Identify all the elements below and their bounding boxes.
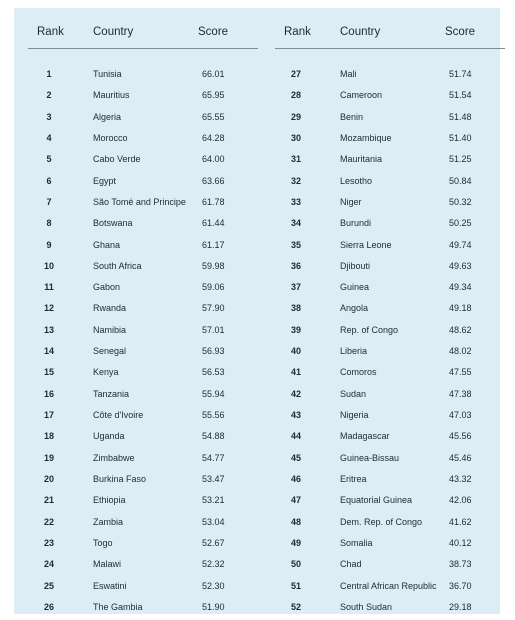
table-body-left bbox=[28, 66, 258, 620]
rank-cell: 40 bbox=[290, 346, 301, 357]
country-cell: Guinea bbox=[340, 282, 370, 293]
table-row bbox=[275, 258, 505, 279]
table-row bbox=[275, 66, 505, 87]
country-cell: Sierra Leone bbox=[340, 239, 392, 250]
score-cell: 65.55 bbox=[202, 111, 225, 122]
score-cell: 38.73 bbox=[449, 559, 472, 570]
rank-cell: 30 bbox=[290, 132, 301, 143]
country-cell: Kenya bbox=[93, 367, 119, 378]
table-row bbox=[28, 599, 258, 620]
table-row bbox=[28, 130, 258, 151]
score-cell: 41.62 bbox=[449, 516, 472, 527]
country-cell: Malawi bbox=[93, 559, 122, 570]
country-cell: Angola bbox=[340, 303, 369, 314]
rank-cell: 14 bbox=[43, 346, 54, 357]
country-cell: Zambia bbox=[93, 516, 124, 527]
table-row bbox=[275, 87, 505, 108]
score-cell: 61.44 bbox=[202, 218, 225, 229]
rank-cell: 5 bbox=[46, 154, 52, 165]
score-cell: 56.53 bbox=[202, 367, 225, 378]
rank-cell: 32 bbox=[290, 175, 301, 186]
table-row bbox=[28, 194, 258, 215]
rank-cell: 2 bbox=[46, 90, 52, 101]
score-cell: 40.12 bbox=[449, 537, 472, 548]
score-cell: 64.28 bbox=[202, 132, 225, 143]
rank-cell: 36 bbox=[290, 260, 301, 271]
score-cell: 51.25 bbox=[449, 154, 472, 165]
score-cell: 53.21 bbox=[202, 495, 225, 506]
table-row bbox=[275, 130, 505, 151]
score-cell: 50.84 bbox=[449, 175, 472, 186]
header-country: Country bbox=[93, 26, 134, 38]
country-cell: Tanzania bbox=[93, 388, 130, 399]
rank-cell: 47 bbox=[290, 495, 301, 506]
rank-cell: 35 bbox=[290, 239, 301, 250]
country-cell: Central African Republic bbox=[340, 580, 437, 591]
table-row bbox=[275, 535, 505, 556]
score-cell: 29.18 bbox=[449, 601, 472, 612]
country-cell: Somalia bbox=[340, 537, 373, 548]
table-row bbox=[28, 450, 258, 471]
rank-cell: 34 bbox=[290, 218, 301, 229]
country-cell: Eswatini bbox=[93, 580, 127, 591]
score-cell: 52.30 bbox=[202, 580, 225, 591]
score-cell: 45.56 bbox=[449, 431, 472, 442]
header-score: Score bbox=[198, 26, 229, 38]
rank-cell: 50 bbox=[290, 559, 301, 570]
table-row bbox=[28, 471, 258, 492]
country-cell: Dem. Rep. of Congo bbox=[340, 516, 423, 527]
country-cell: Sudan bbox=[340, 388, 367, 399]
score-cell: 54.77 bbox=[202, 452, 225, 463]
country-cell: Comoros bbox=[340, 367, 377, 378]
country-cell: Uganda bbox=[93, 431, 125, 442]
country-cell: Tunisia bbox=[93, 69, 122, 79]
table-row bbox=[28, 322, 258, 343]
table-row bbox=[28, 300, 258, 321]
table-row bbox=[28, 237, 258, 258]
score-cell: 53.04 bbox=[202, 516, 225, 527]
country-cell: Zimbabwe bbox=[93, 452, 135, 463]
rank-cell: 16 bbox=[43, 388, 54, 399]
table-row bbox=[28, 556, 258, 577]
score-cell: 51.74 bbox=[449, 69, 472, 79]
header-rank: Rank bbox=[284, 26, 311, 38]
score-cell: 52.32 bbox=[202, 559, 225, 570]
table-header-left bbox=[28, 8, 258, 49]
rank-cell: 8 bbox=[46, 218, 52, 229]
score-cell: 55.56 bbox=[202, 410, 225, 420]
rank-cell: 48 bbox=[290, 516, 301, 527]
table-row bbox=[275, 322, 505, 343]
country-cell: Ghana bbox=[93, 239, 121, 250]
score-cell: 51.54 bbox=[449, 90, 472, 101]
score-cell: 59.98 bbox=[202, 260, 225, 271]
country-cell: Guinea-Bissau bbox=[340, 452, 400, 463]
table-header-right bbox=[275, 8, 505, 49]
country-cell: Mali bbox=[340, 69, 357, 79]
rank-cell: 29 bbox=[290, 111, 301, 122]
rank-cell: 42 bbox=[290, 388, 301, 399]
rank-cell: 24 bbox=[43, 559, 54, 570]
country-cell: Côte d'Ivoire bbox=[93, 410, 144, 420]
score-cell: 53.47 bbox=[202, 473, 225, 484]
score-cell: 45.46 bbox=[449, 452, 472, 463]
table-row bbox=[275, 279, 505, 300]
score-cell: 48.02 bbox=[449, 346, 472, 357]
table-row bbox=[28, 258, 258, 279]
score-cell: 54.88 bbox=[202, 431, 225, 442]
table-row bbox=[28, 407, 258, 428]
rank-cell: 45 bbox=[290, 452, 301, 463]
rank-cell: 15 bbox=[43, 367, 54, 378]
rank-cell: 20 bbox=[43, 473, 54, 484]
country-cell: South Sudan bbox=[340, 601, 393, 612]
country-cell: Gabon bbox=[93, 282, 121, 293]
table-row bbox=[28, 279, 258, 300]
score-cell: 66.01 bbox=[202, 69, 225, 79]
score-cell: 51.40 bbox=[449, 132, 472, 143]
rank-cell: 51 bbox=[290, 580, 301, 591]
score-cell: 63.66 bbox=[202, 175, 225, 186]
table-row bbox=[275, 492, 505, 513]
score-cell: 55.94 bbox=[202, 388, 225, 399]
table-body-right bbox=[275, 66, 505, 620]
country-cell: The Gambia bbox=[93, 601, 143, 612]
country-cell: Eritrea bbox=[340, 473, 367, 484]
country-cell: Egypt bbox=[93, 175, 117, 186]
country-cell: Rep. of Congo bbox=[340, 324, 399, 335]
score-cell: 50.32 bbox=[449, 196, 472, 207]
score-cell: 42.06 bbox=[449, 495, 472, 506]
rank-cell: 46 bbox=[290, 473, 301, 484]
table-row bbox=[28, 578, 258, 599]
table-row bbox=[275, 386, 505, 407]
score-cell: 49.74 bbox=[449, 239, 472, 250]
country-cell: Rwanda bbox=[93, 303, 127, 314]
rank-cell: 43 bbox=[290, 410, 301, 420]
country-cell: Burkina Faso bbox=[93, 473, 147, 484]
country-cell: Niger bbox=[340, 196, 362, 207]
table-row bbox=[28, 173, 258, 194]
rank-cell: 13 bbox=[43, 324, 54, 335]
table-row bbox=[275, 237, 505, 258]
rank-cell: 38 bbox=[290, 303, 301, 314]
rank-cell: 25 bbox=[43, 580, 54, 591]
rank-cell: 12 bbox=[43, 303, 54, 314]
rank-cell: 4 bbox=[46, 132, 52, 143]
score-cell: 65.95 bbox=[202, 90, 225, 101]
rank-cell: 33 bbox=[290, 196, 301, 207]
country-cell: Cabo Verde bbox=[93, 154, 141, 165]
score-cell: 36.70 bbox=[449, 580, 472, 591]
table-row bbox=[275, 151, 505, 172]
rank-cell: 39 bbox=[290, 324, 301, 335]
score-cell: 61.78 bbox=[202, 196, 225, 207]
rank-cell: 27 bbox=[290, 69, 301, 79]
score-cell: 59.06 bbox=[202, 282, 225, 293]
table-row bbox=[28, 514, 258, 535]
country-cell: Djibouti bbox=[340, 260, 371, 271]
rank-cell: 9 bbox=[46, 239, 52, 250]
table-row bbox=[28, 364, 258, 385]
country-cell: Ethiopia bbox=[93, 495, 126, 506]
rank-cell: 18 bbox=[43, 431, 54, 442]
country-cell: Equatorial Guinea bbox=[340, 495, 413, 506]
rank-cell: 49 bbox=[290, 537, 301, 548]
table-row bbox=[275, 599, 505, 620]
table-row bbox=[275, 578, 505, 599]
rank-cell: 6 bbox=[46, 175, 52, 186]
country-cell: Benin bbox=[340, 111, 364, 122]
country-cell: Liberia bbox=[340, 346, 368, 357]
country-cell: Mauritania bbox=[340, 154, 383, 165]
score-cell: 49.18 bbox=[449, 303, 472, 314]
table-row bbox=[28, 109, 258, 130]
rank-cell: 21 bbox=[43, 495, 54, 506]
table-row bbox=[28, 215, 258, 236]
rank-cell: 41 bbox=[290, 367, 301, 378]
table-row bbox=[28, 428, 258, 449]
country-cell: Burundi bbox=[340, 218, 372, 229]
table-row bbox=[275, 471, 505, 492]
score-cell: 47.38 bbox=[449, 388, 472, 399]
table-row bbox=[275, 407, 505, 428]
score-cell: 64.00 bbox=[202, 154, 225, 165]
score-cell: 57.01 bbox=[202, 324, 225, 335]
rank-cell: 1 bbox=[46, 69, 52, 79]
score-cell: 43.32 bbox=[449, 473, 472, 484]
score-cell: 56.93 bbox=[202, 346, 225, 357]
score-cell: 57.90 bbox=[202, 303, 225, 314]
rank-cell: 3 bbox=[46, 111, 52, 122]
table-row bbox=[275, 109, 505, 130]
country-cell: Namibia bbox=[93, 324, 127, 335]
country-cell: Nigeria bbox=[340, 410, 369, 420]
country-cell: São Tomé and Principe bbox=[93, 196, 186, 207]
rank-cell: 52 bbox=[290, 601, 301, 612]
table-row bbox=[275, 194, 505, 215]
score-cell: 51.90 bbox=[202, 601, 225, 612]
table-row bbox=[28, 151, 258, 172]
score-cell: 61.17 bbox=[202, 239, 225, 250]
score-cell: 50.25 bbox=[449, 218, 472, 229]
country-cell: Madagascar bbox=[340, 431, 390, 442]
table-row bbox=[28, 343, 258, 364]
score-cell: 47.55 bbox=[449, 367, 472, 378]
country-cell: Lesotho bbox=[340, 175, 373, 186]
rank-cell: 28 bbox=[290, 90, 301, 101]
score-cell: 49.63 bbox=[449, 260, 472, 271]
rank-cell: 11 bbox=[44, 282, 54, 293]
score-cell: 52.67 bbox=[202, 537, 225, 548]
table-row bbox=[28, 87, 258, 108]
rank-cell: 19 bbox=[43, 452, 54, 463]
ranking-table-panel bbox=[14, 8, 500, 614]
score-cell: 51.48 bbox=[449, 111, 472, 122]
country-cell: Togo bbox=[93, 537, 113, 548]
header-country: Country bbox=[340, 26, 381, 38]
table-row bbox=[28, 386, 258, 407]
country-cell: South Africa bbox=[93, 260, 142, 271]
table-row bbox=[28, 535, 258, 556]
table-row bbox=[275, 514, 505, 535]
country-cell: Algeria bbox=[93, 111, 122, 122]
country-cell: Mauritius bbox=[93, 90, 130, 101]
ranking-column-left bbox=[28, 8, 258, 612]
table-row bbox=[275, 450, 505, 471]
header-score: Score bbox=[445, 26, 476, 38]
table-row bbox=[275, 364, 505, 385]
country-cell: Chad bbox=[340, 559, 362, 570]
country-cell: Botswana bbox=[93, 218, 133, 229]
rank-cell: 26 bbox=[43, 601, 54, 612]
country-cell: Morocco bbox=[93, 132, 128, 143]
rank-cell: 10 bbox=[43, 260, 54, 271]
table-row bbox=[275, 215, 505, 236]
score-cell: 47.03 bbox=[449, 410, 472, 420]
rank-cell: 7 bbox=[46, 196, 52, 207]
rank-cell: 44 bbox=[290, 431, 301, 442]
country-cell: Mozambique bbox=[340, 132, 392, 143]
rank-cell: 31 bbox=[290, 154, 301, 165]
score-cell: 48.62 bbox=[449, 324, 472, 335]
table-row bbox=[275, 173, 505, 194]
table-row bbox=[275, 556, 505, 577]
country-cell: Cameroon bbox=[340, 90, 383, 101]
score-cell: 49.34 bbox=[449, 282, 472, 293]
rank-cell: 22 bbox=[43, 516, 54, 527]
table-row bbox=[275, 300, 505, 321]
rank-cell: 37 bbox=[290, 282, 301, 293]
rank-cell: 23 bbox=[43, 537, 54, 548]
country-cell: Senegal bbox=[93, 346, 127, 357]
table-row bbox=[275, 428, 505, 449]
table-row bbox=[28, 66, 258, 87]
rank-cell: 17 bbox=[43, 410, 54, 420]
table-row bbox=[28, 492, 258, 513]
ranking-column-right bbox=[275, 8, 505, 612]
table-row bbox=[275, 343, 505, 364]
header-rank: Rank bbox=[37, 26, 64, 38]
